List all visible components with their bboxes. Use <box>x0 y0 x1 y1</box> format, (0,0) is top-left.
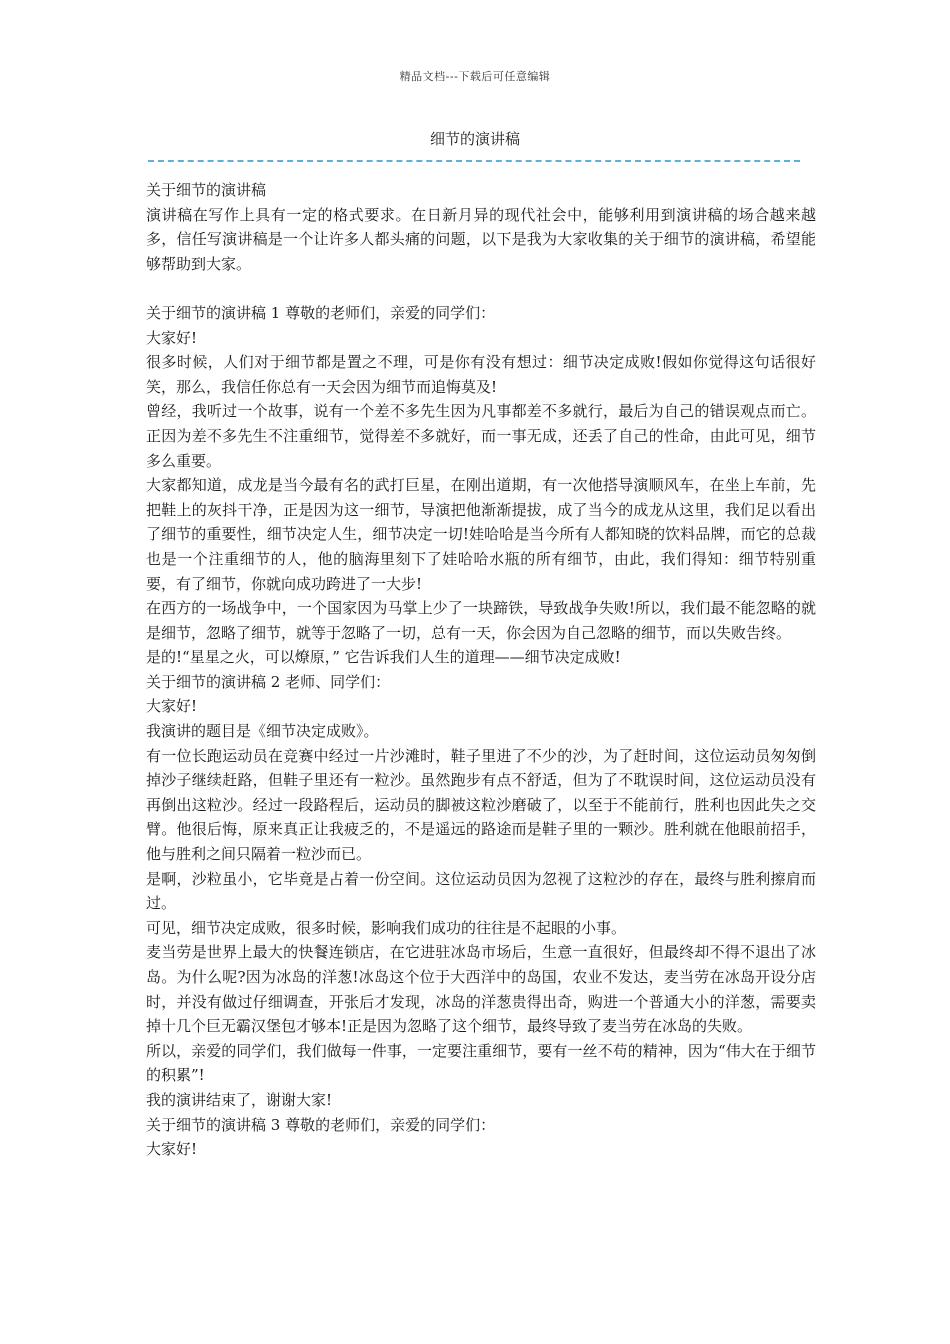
paragraph: 是啊，沙粒虽小，它毕竟是占着一份空间。这位运动员因为忽视了这粒沙的存在，最终与胜利擦肩而过。 <box>146 869 816 913</box>
paragraph: 演讲稿在写作上具有一定的格式要求。在日新月异的现代社会中，能够利用到演讲稿的场合越来越多，信任写演讲稿是一个让许多人都头痛的问题，以下是我为大家收集的关于细节的演讲稿，希望能够帮助到大家。 <box>146 205 816 273</box>
paragraph: 是的!“星星之火，可以燎原，” 它告诉我们人生的道理——细节决定成败! <box>146 648 621 667</box>
paragraph: 大家都知道，成龙是当今最有名的武打巨星，在刚出道期，有一次他搭导演顺风车，在坐上车前，先把鞋上的灰抖干净，正是因为这一细节，导演把他渐渐提拔，成了当今的成龙从这里，我们足以看出了细节的重要性，细节决定人生，细节决定一切!娃哈哈是当今所有人都知晓的饮料品牌，而它的总裁也是一个注重细节的人，他的脑海里刻下了娃哈哈水瓶的所有细节，由此，我们得知：细节特别重要，有了细节，你就向成功跨进了一大步! <box>146 476 816 593</box>
paragraph: 我的演讲结束了，谢谢大家! <box>146 1090 333 1109</box>
paragraph: 大家好! <box>146 328 198 347</box>
paragraph: 麦当劳是世界上最大的快餐连锁店，在它进驻冰岛市场后，生意一直很好，但最终却不得不退出了冰岛。为什么呢?因为冰岛的洋葱!冰岛这个位于大西洋中的岛国，农业不发达，麦当劳在冰岛开设分店时，并没有做过仔细调查，开张后才发现，冰岛的洋葱贵得出奇，购进一个普通大小的洋葱，需要卖掉十几个巨无霸汉堡包才够本!正是因为忽略了这个细节，最终导致了麦当劳在冰岛的失败。 <box>146 943 816 1036</box>
paragraph: 关于细节的演讲稿 2 老师、同学们： <box>146 672 391 691</box>
paragraph: 大家好! <box>146 697 198 716</box>
paragraph: 关于细节的演讲稿 3 尊敬的老师们，亲爱的同学们： <box>146 1115 496 1134</box>
paragraph: 很多时候，人们对于细节都是置之不理，可是你有没有想过：细节决定成败!假如你觉得这句话很好笑，那么，我信任你总有一天会因为细节而追悔莫及! <box>146 353 816 396</box>
header-note: 精品文档---下载后可任意编辑 <box>399 70 551 83</box>
paragraph: 所以，亲爱的同学们，我们做每一件事，一定要注重细节，要有一丝不苟的精神，因为“伟大在于细节的积累”! <box>146 1041 816 1085</box>
blank-line <box>146 276 816 301</box>
paragraph: 曾经，我听过一个故事，说有一个差不多先生因为凡事都差不多就行，最后为自己的错误观点而亡。正因为差不多先生不注重细节，觉得差不多就好，而一事无成，还丢了自己的性命，由此可见，细节多么重要。 <box>146 402 816 470</box>
document-body <box>146 178 816 1162</box>
paragraph: 有一位长跑运动员在竞赛中经过一片沙滩时，鞋子里进了不少的沙，为了赶时间，这位运动员匆匆倒掉沙子继续赶路，但鞋子里还有一粒沙。虽然跑步有点不舒适，但为了不耽误时间，这位运动员没有再倒出这粒沙。经过一段路程后，运动员的脚被这粒沙磨破了，以至于不能前行，胜利也因此失之交臂。他很后悔，原来真正让我疲乏的，不是遥远的路途而是鞋子里的一颗沙。胜利就在他眼前招手，他与胜利之间只隔着一粒沙而已。 <box>146 746 816 864</box>
document-title: 细节的演讲稿 <box>429 130 520 148</box>
paragraph: 可见，细节决定成败，很多时候，影响我们成功的往往是不起眼的小事。 <box>146 918 627 937</box>
paragraph: 在西方的一场战争中，一个国家因为马掌上少了一块蹄铁，导致战争失败!所以，我们最不能忽略的就是细节，忽略了细节，就等于忽略了一切，总有一天，你会因为自己忽略的细节，而以失败告终。 <box>146 599 816 642</box>
paragraph: 关于细节的演讲稿 <box>146 181 267 199</box>
title-divider <box>148 160 800 162</box>
paragraph: 我演讲的题目是《细节决定成败》。 <box>146 722 379 741</box>
paragraph: 关于细节的演讲稿 1 尊敬的老师们，亲爱的同学们： <box>146 303 496 322</box>
paragraph: 大家好! <box>146 1140 198 1159</box>
